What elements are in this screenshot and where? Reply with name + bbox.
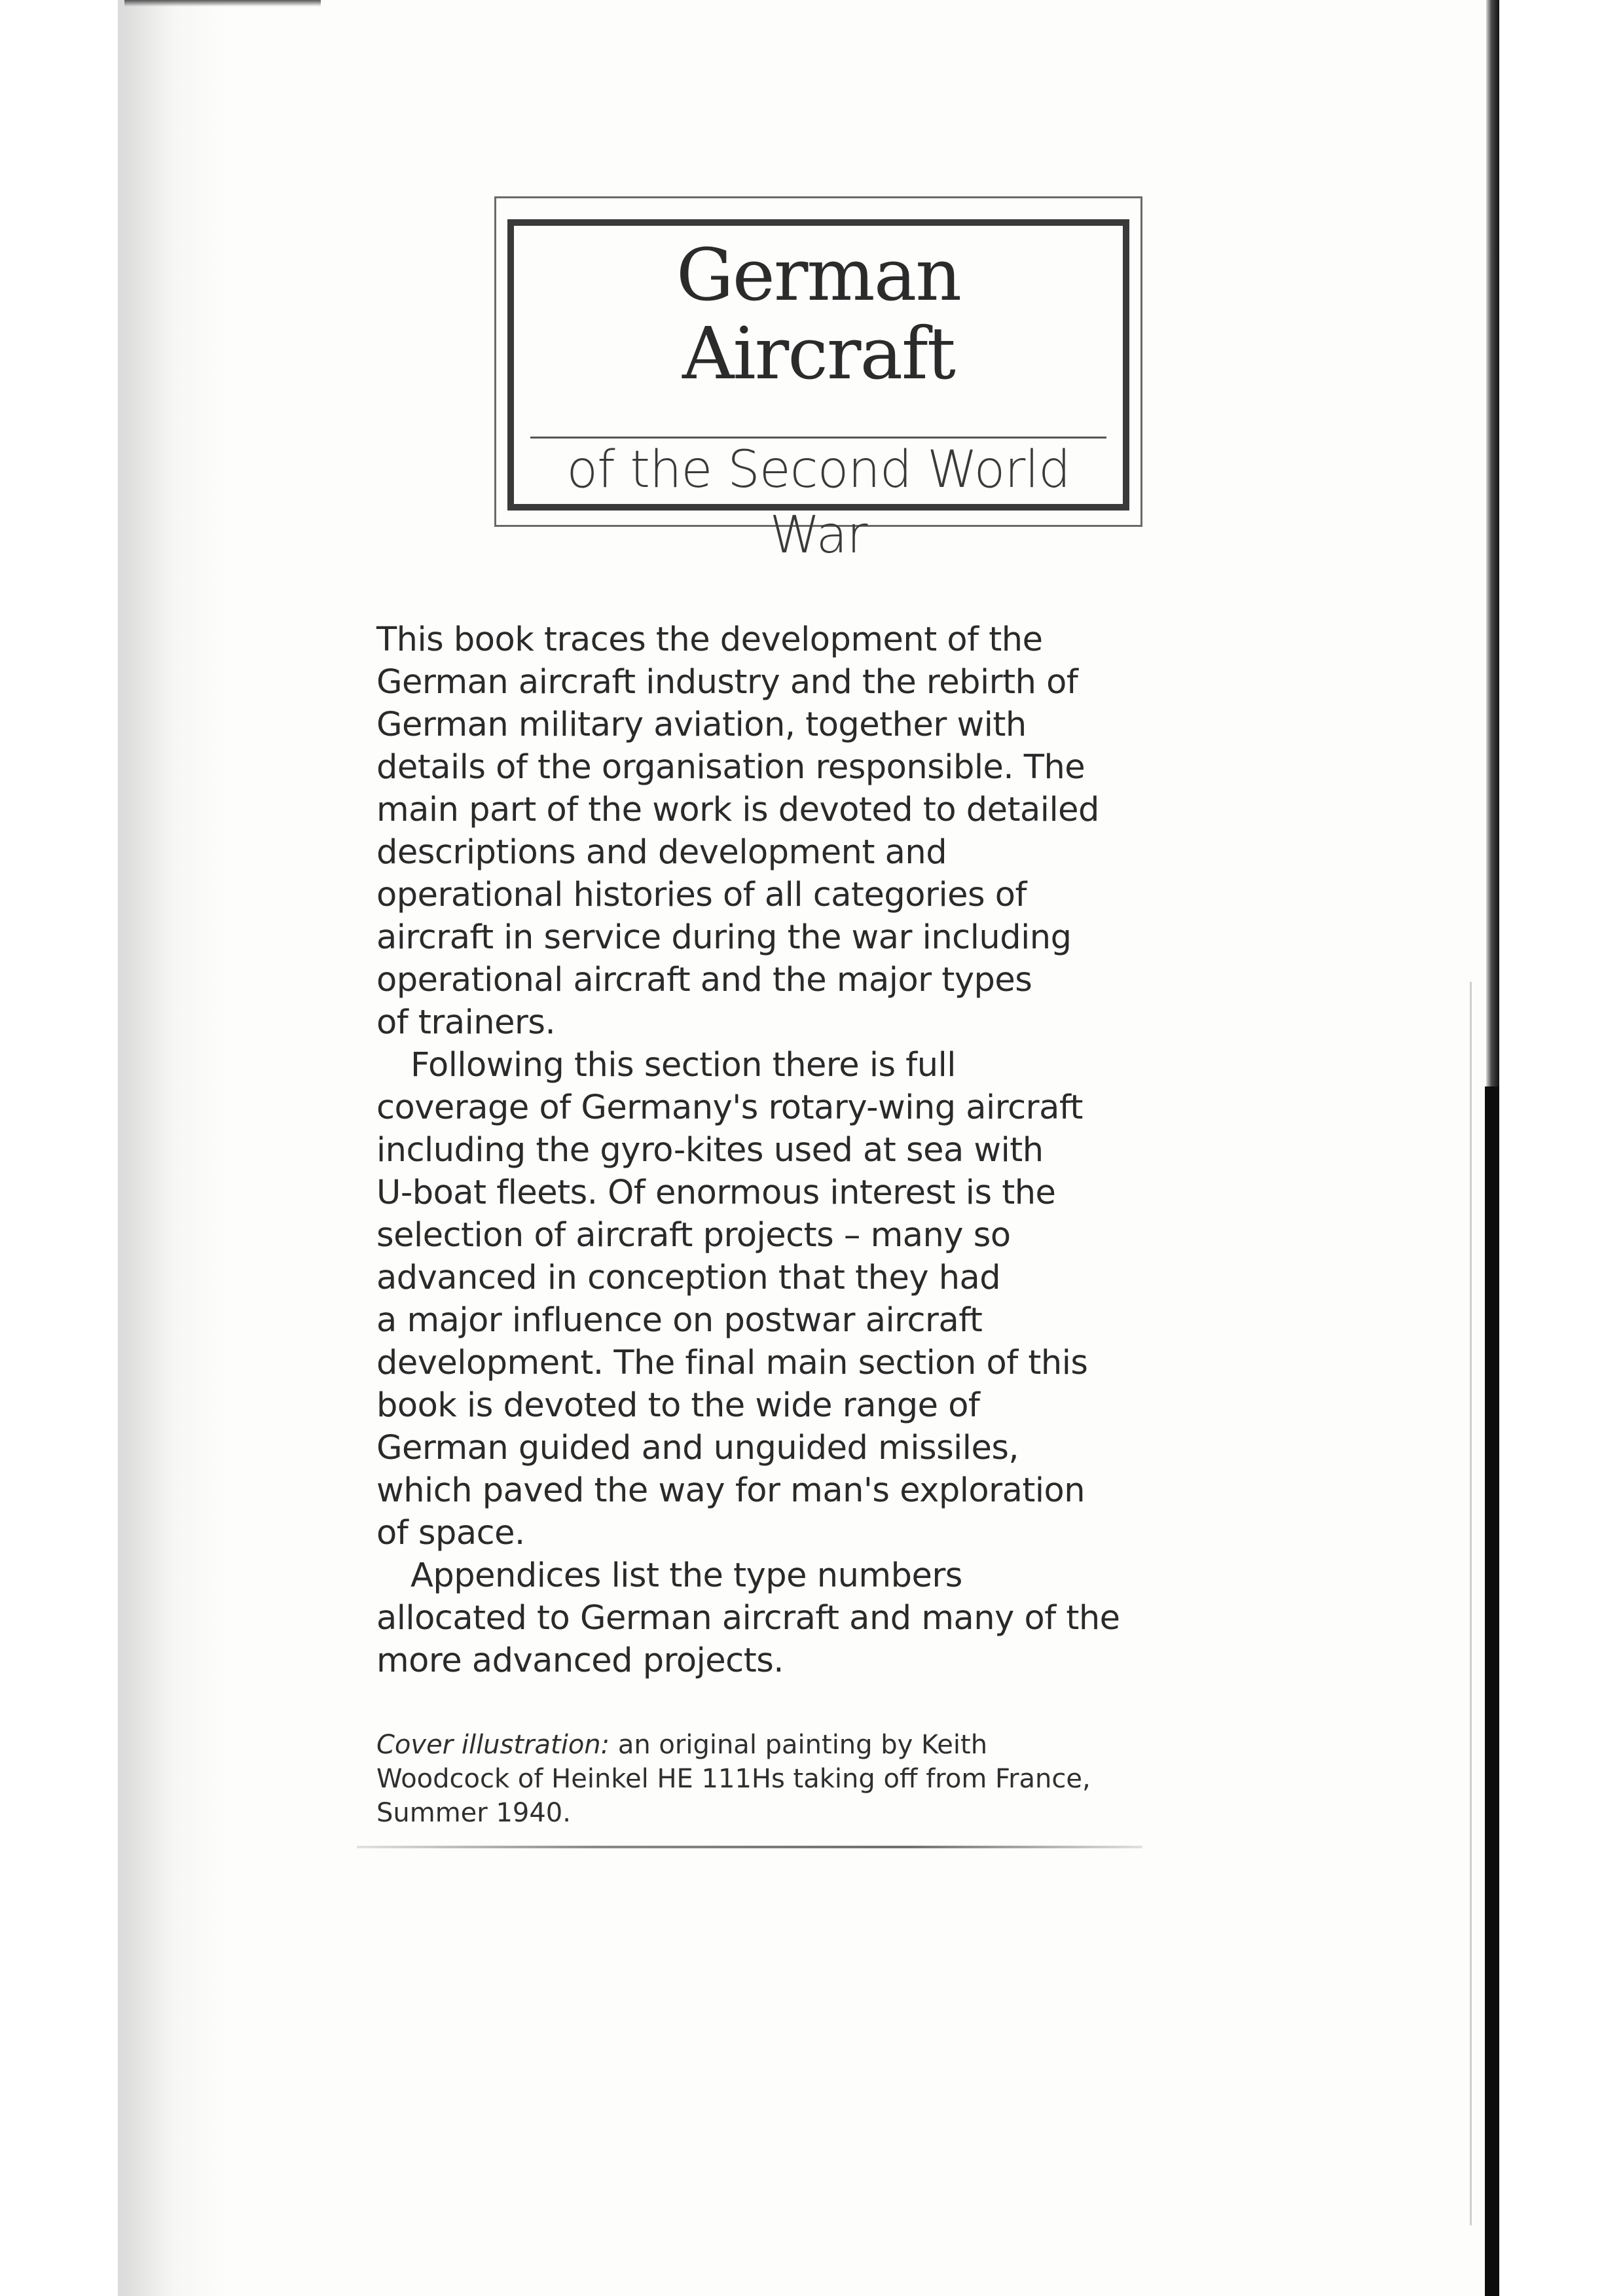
book-title-line-1: German <box>676 233 961 317</box>
blurb-paragraph-3: Appendices list the type numbers allocated to German aircraft and many of the more advanced projects. <box>376 1556 1120 1680</box>
book-right-edge-shadow <box>1485 1086 1499 2296</box>
blurb-text <box>376 619 1136 1682</box>
caption-text: an original painting by Keith Woodcock of Heinkel HE 111Hs taking off from France, Summer 1940. <box>376 1730 1091 1828</box>
book-title <box>507 233 1129 395</box>
book-gutter-shadow <box>118 0 229 2296</box>
cover-illustration-caption <box>376 1728 1136 1830</box>
page-edge-line <box>1470 982 1472 2225</box>
book-title-line-2: Aircraft <box>682 312 955 395</box>
caption-lead: Cover illustration: <box>376 1730 610 1760</box>
blurb-paragraph-1: This book traces the development of the German aircraft industry and the rebirth of German military aviation, together with details of the organisation responsible. The main part of the work is devoted to detailed descriptions and development and operational histories of all categories of aircraft in service during the war including operational aircraft and the major types of trainers. <box>376 620 1099 1042</box>
scan-right-margin <box>1499 0 1623 2296</box>
scan-top-edge <box>124 0 321 7</box>
blurb-paragraph-2: Following this section there is full coverage of Germany's rotary-wing aircraft including the gyro-kites used at sea with U-boat fleets. Of enormous interest is the selection of aircraft projects – many so advanced in conception that they had a major influence on postwar aircraft development. The final main section of this book is devoted to the wide range of German guided and unguided missiles, which paved the way for man's exploration of space. <box>376 1046 1088 1552</box>
bottom-divider <box>357 1846 1142 1848</box>
book-subtitle: of the Second World War <box>566 440 1070 565</box>
scan-left-margin <box>0 0 124 2296</box>
